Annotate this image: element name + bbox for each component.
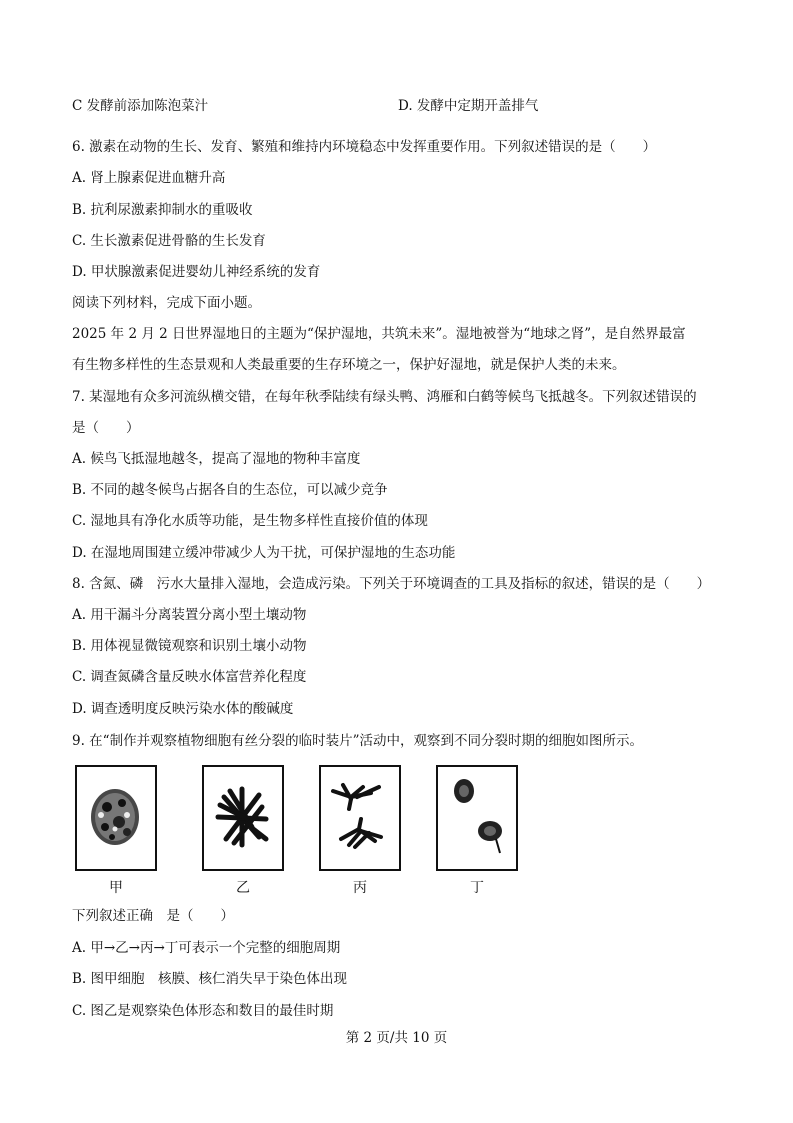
figure-label-ding: 丁 <box>470 880 484 896</box>
figure-panel-bing <box>319 765 401 897</box>
q7-option-a: A. 候鸟飞抵湿地越冬，提高了湿地的物种丰富度 <box>72 451 361 467</box>
q7-option-c: C. 湿地具有净化水质等功能，是生物多样性直接价值的体现 <box>72 513 428 529</box>
q9-option-c: C. 图乙是观察染色体形态和数目的最佳时期 <box>72 1003 334 1019</box>
q5-options-row <box>72 96 538 116</box>
q8-option-c: C. 调查氮磷含量反映水体富营养化程度 <box>72 669 307 685</box>
q8-option-b: B. 用体视显微镜观察和识别土壤小动物 <box>72 638 307 654</box>
page-number-footer: 第 2 页/共 10 页 <box>345 1030 448 1046</box>
q7-option-b: B. 不同的越冬候鸟占据各自的生态位，可以减少竞争 <box>72 482 388 498</box>
q9-option-b: B. 图甲细胞 核膜、核仁消失早于染色体出现 <box>72 971 348 987</box>
cell-image-yi <box>202 765 284 871</box>
q7-option-d: D. 在湿地周围建立缓冲带减少人为干扰，可保护湿地的生态功能 <box>72 545 456 561</box>
figure-label-yi: 乙 <box>236 880 250 896</box>
cell-division-figure <box>75 765 525 895</box>
q5-option-d: D. 发酵中定期开盖排气 <box>398 98 539 114</box>
q9-stem: 9. 在“制作并观察植物细胞有丝分裂的临时装片”活动中，观察到不同分裂时期的细胞如图所示。 <box>72 733 643 749</box>
figure-label-jia: 甲 <box>109 880 123 896</box>
q6-option-a: A. 肾上腺素促进血糖升高 <box>72 170 226 186</box>
cell-image-bing <box>319 765 401 871</box>
q8-option-a: A. 用干漏斗分离装置分离小型土壤动物 <box>72 607 307 623</box>
reading-intro: 阅读下列材料，完成下面小题。 <box>72 295 261 311</box>
figure-label-bing: 丙 <box>353 880 367 896</box>
cell-image-ding <box>436 765 518 871</box>
q9-option-a: A. 甲→乙→丙→丁可表示一个完整的细胞周期 <box>72 940 341 956</box>
q8-option-d: D. 调查透明度反映污染水体的酸碱度 <box>72 701 294 717</box>
q9-question: 下列叙述正确 是（ ） <box>72 908 234 924</box>
q5-option-c: C 发酵前添加陈泡菜汁 <box>72 98 209 114</box>
figure-panel-jia <box>75 765 157 897</box>
q7-stem-line1: 7. 某湿地有众多河流纵横交错，在每年秋季陆续有绿头鸭、鸿雁和白鹤等候鸟飞抵越冬。下列叙述错误的 <box>72 389 697 405</box>
q8-stem: 8. 含氮、磷 污水大量排入湿地，会造成污染。下列关于环境调查的工具及指标的叙述，错误的是（ ） <box>72 576 711 592</box>
figure-panel-yi <box>202 765 284 897</box>
q6-option-d: D. 甲状腺激素促进婴幼儿神经系统的发育 <box>72 264 321 280</box>
q6-option-c: C. 生长激素促进骨骼的生长发育 <box>72 233 266 249</box>
cell-image-jia <box>75 765 157 871</box>
q7-stem-line2: 是（ ） <box>72 420 140 436</box>
reading-paragraph-line2: 有生物多样性的生态景观和人类最重要的生存环境之一，保护好湿地，就是保护人类的未来。 <box>72 357 626 373</box>
reading-paragraph-line1: 2025 年 2 月 2 日世界湿地日的主题为“保护湿地，共筑未来”。湿地被誉为“地球之肾”，是自然界最富 <box>72 326 686 342</box>
figure-panel-ding <box>436 765 518 897</box>
q6-option-b: B. 抗利尿激素抑制水的重吸收 <box>72 202 253 218</box>
q6-stem: 6. 激素在动物的生长、发育、繁殖和维持内环境稳态中发挥重要作用。下列叙述错误的是（ ） <box>72 139 657 155</box>
